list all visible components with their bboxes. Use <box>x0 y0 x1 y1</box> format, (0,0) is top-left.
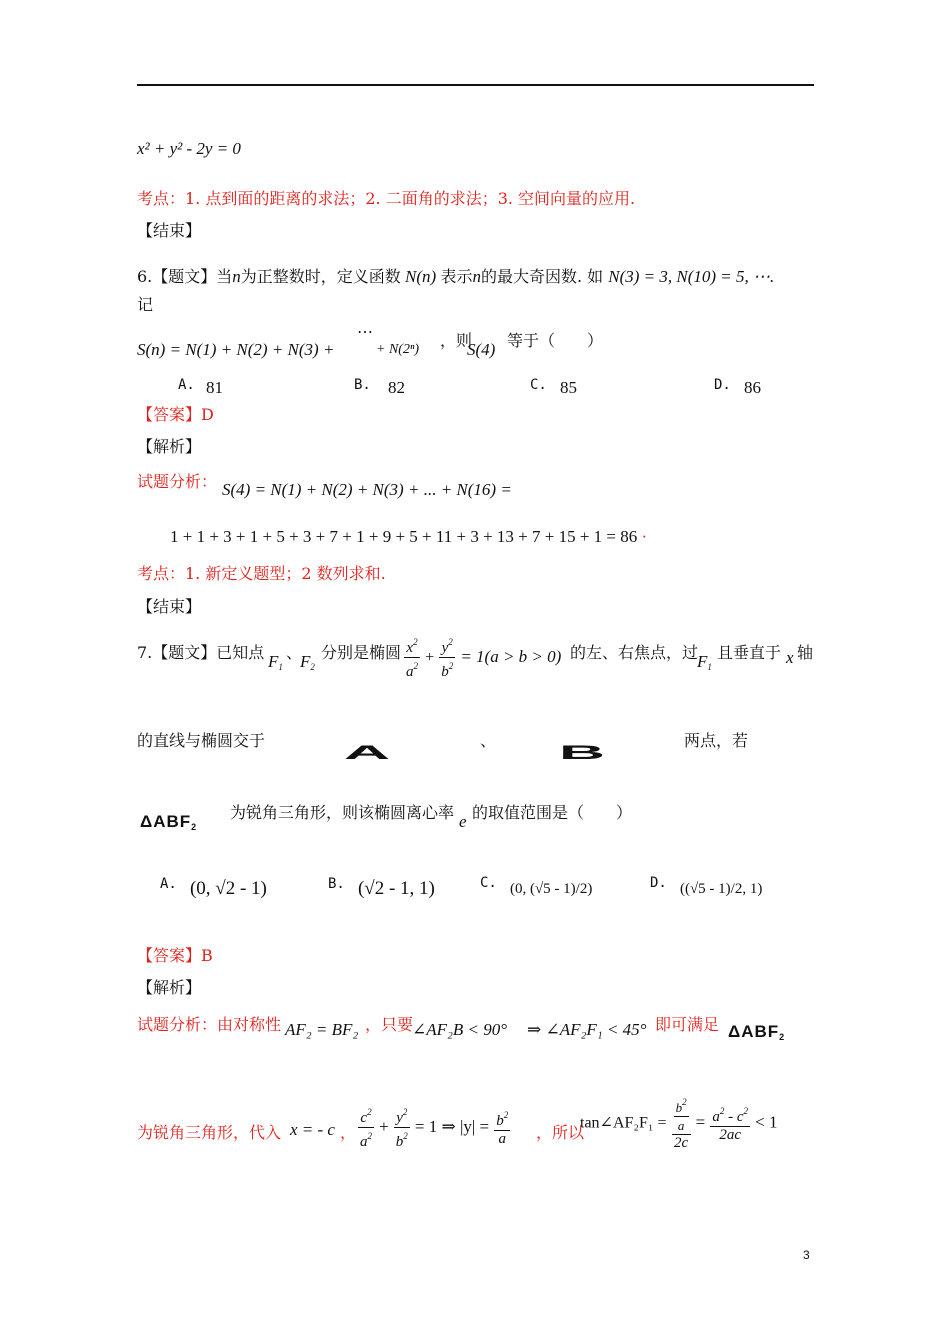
top-equation-text: x² + y² - 2y = 0 <box>137 139 241 158</box>
q6-sum-left: S(n) = N(1) + N(2) + N(3) + <box>137 340 335 359</box>
point-a-glyph: A <box>343 741 391 764</box>
q7-ellipse-eq: $\frac{x^2}{a^2}$ + $\frac{y^2}{b^2}$ = 1(a > b > 0) <box>404 634 561 681</box>
q7-text1-text: 分别是椭圆 <box>321 643 402 662</box>
option-value: (√2 - 1, 1) <box>357 878 435 899</box>
q7-satisfy-text: 即可满足 <box>655 1015 720 1034</box>
point-b-image <box>522 712 642 772</box>
q7-tan-expr: tan∠AF₂F₁ = $\frac{\frac{b^2}{a}}{2c}$ = $\frac{a^2 - c^2}{2ac}$ < 1 <box>580 1094 777 1152</box>
q7-text1 <box>321 640 401 663</box>
q7-zhou <box>797 640 813 663</box>
q6-kaodian-text: 考点：1. 新定义题型；2 数列求和. <box>137 564 386 583</box>
q7-angle-cond <box>412 1020 507 1040</box>
option-label: A. <box>160 876 177 892</box>
q7-ineq: < 1 <box>755 1112 778 1132</box>
point-b-glyph: B <box>558 741 606 764</box>
q6-dots-text: ⋯ <box>357 322 373 341</box>
q6-ji-text: 记 <box>137 295 154 314</box>
frac-a2c2-2ac: $\frac{a^2 - c^2}{2ac}$ <box>710 1103 750 1144</box>
option-value: (0, (√5 - 1)/2) <box>509 881 593 897</box>
q7-eq-af2-text: AF₂ = BF₂ <box>285 1020 359 1039</box>
q7-option-a[interactable] <box>160 872 267 899</box>
q7-option-d[interactable] <box>650 872 763 897</box>
q6-option-c[interactable] <box>530 374 577 397</box>
q7-analysis1 <box>137 1012 281 1035</box>
q7-answer <box>137 943 213 966</box>
option-label: C. <box>530 377 547 393</box>
kaodian-prev <box>137 186 635 209</box>
option-value: 86 <box>743 378 761 397</box>
q7-prefix <box>137 640 264 663</box>
frac-b2a-2c: $\frac{\frac{b^2}{a}}{2c}$ <box>672 1094 691 1152</box>
q6-sum-last-text: + N(2ⁿ) <box>376 342 420 357</box>
q6-jiexi <box>137 434 201 457</box>
option-label: C. <box>480 875 497 891</box>
q7-comma <box>340 1120 356 1143</box>
triangle-abf2-2: $\Delta ABF_2$ <box>728 1022 786 1042</box>
q7-line3 <box>230 800 454 823</box>
q7-x <box>786 648 794 668</box>
q6-s4-text: S(4) <box>467 340 496 359</box>
q7-analysis2-text: 为锐角三角形，代入 <box>137 1123 282 1142</box>
q7-analysis1-text: 试题分析：由对称性 <box>137 1015 282 1034</box>
q7-line3-text: 为锐角三角形，则该椭圆离心率 <box>230 803 455 822</box>
triangle-label: ΔABF <box>728 1022 780 1041</box>
q7-eq-af2 <box>285 1020 358 1040</box>
q6-equals <box>507 328 603 351</box>
q6-analysis-label <box>137 469 217 492</box>
option-value: 82 <box>387 378 405 397</box>
q7-suoyi <box>536 1120 584 1143</box>
q7-angle-cond-text: ∠AF₂B < 90° <box>412 1020 508 1039</box>
q7-only <box>365 1012 413 1035</box>
q6-jiexi-text: 【解析】 <box>137 437 202 456</box>
page-number-text: 3 <box>803 1248 810 1262</box>
q6-analysis-eq1-text: S(4) = N(1) + N(2) + N(3) + ... + N(16) = <box>222 480 512 499</box>
q6-examples: N(3) = 3, N(10) = 5, ⋯. <box>608 267 775 286</box>
q7-line2b <box>684 728 748 751</box>
q7-gives: = 1 ⇒ |y| = <box>414 1117 490 1136</box>
q6-text3: 的最大奇因数. 如 <box>480 267 604 286</box>
q6-analysis-eq2: 1 + 1 + 3 + 1 + 5 + 3 + 7 + 1 + 9 + 5 + 11 + 3 + 13 + 7 + 15 + 1 = 86 · <box>170 527 648 546</box>
q6-stem <box>137 264 774 287</box>
q7-analysis2 <box>137 1120 281 1143</box>
q6-then-text: ，则 <box>440 331 473 350</box>
var-n2: n <box>472 267 481 286</box>
option-label: B. <box>354 377 371 393</box>
option-value: (0, √2 - 1) <box>189 878 267 899</box>
q7-text2 <box>570 640 698 663</box>
q7-sep2-text: 、 <box>480 731 497 750</box>
q6-text2: 表示 <box>440 267 473 286</box>
q7-cond: = 1(a > b > 0) <box>460 647 562 666</box>
frac-c2-a2: $\frac{c^2}{a^2}$ <box>358 1104 374 1151</box>
q7-comma-text: ， <box>340 1123 357 1142</box>
q7-line2 <box>137 728 265 751</box>
q7-answer-text: 【答案】B <box>137 946 213 965</box>
q6-kaodian <box>137 561 386 584</box>
q7-option-b[interactable] <box>328 872 435 899</box>
end-label: 【结束】 <box>137 597 202 616</box>
q7-text3-text: 且垂直于 <box>717 643 782 662</box>
triangle-label: ΔABF <box>140 812 192 831</box>
q6-option-b[interactable] <box>354 374 405 397</box>
frac-x2-a2: $\frac{x^2}{a^2}$ <box>404 634 420 681</box>
q7-line2b-text: 两点，若 <box>684 731 749 750</box>
q6-option-a[interactable] <box>178 374 223 397</box>
q7-only-text: ，只要 <box>365 1015 414 1034</box>
q6-answer-text: 【答案】D <box>137 405 214 424</box>
header-rule <box>137 84 814 86</box>
q7-f2: $F_2$ <box>300 652 315 672</box>
q7-prefix-text: 7.【题文】已知点 <box>137 643 265 662</box>
triangle-abf2: $\Delta ABF_2$ <box>140 812 198 832</box>
q7-f1b: $F_1$ <box>697 652 712 672</box>
top-equation <box>137 139 241 159</box>
q6-analysis-eq2-text: 1 + 1 + 3 + 1 + 5 + 3 + 7 + 1 + 9 + 5 + 11 + 3 + 13 + 7 + 15 + 1 = 86 <box>170 527 638 546</box>
q7-substitution: $\frac{c^2}{a^2}$ + $\frac{y^2}{b^2}$ = 1 ⇒ |y| = $\frac{b^2}{a}$ <box>358 1104 510 1151</box>
q7-text2-text: 的左、右焦点，过 <box>570 643 699 662</box>
option-value: 81 <box>205 378 223 397</box>
q7-e <box>459 812 467 832</box>
q7-x-eq-text: x = - c <box>290 1120 335 1139</box>
frac-y2-b2: $\frac{y^2}{b^2}$ <box>439 634 455 681</box>
page-number <box>803 1248 810 1262</box>
q7-implies-text: ⇒ ∠AF₂F₁ < 45° <box>527 1020 647 1039</box>
option-label: D. <box>714 377 731 393</box>
q7-tan: tan∠AF₂F₁ = <box>580 1114 667 1132</box>
q7-e-text: e <box>459 812 467 831</box>
option-value: ((√5 - 1)/2, 1) <box>679 881 763 897</box>
q6-equals-text: 等于（ ） <box>507 331 604 350</box>
q7-x-eq <box>290 1120 335 1140</box>
end-marker-2 <box>137 594 201 617</box>
q6-sum <box>137 340 334 360</box>
end-label: 【结束】 <box>137 221 202 240</box>
q6-answer <box>137 402 214 425</box>
q7-f1: $F_1$ <box>268 652 283 672</box>
kaodian-prev-text: 考点：1. 点到面的距离的求法；2. 二面角的求法；3. 空间向量的应用. <box>137 189 636 208</box>
q7-suoyi-text: ，所以 <box>536 1123 585 1142</box>
q7-line2a: 的直线与椭圆交于 <box>137 731 266 750</box>
q7-zhou-text: 轴 <box>797 643 814 662</box>
q6-option-d[interactable] <box>714 374 761 397</box>
q6-analysis-eq1 <box>222 480 512 500</box>
q7-satisfy <box>655 1012 719 1035</box>
q7-line3b <box>472 800 632 823</box>
q6-sum-last <box>376 342 419 358</box>
end-marker-1 <box>137 218 201 241</box>
q7-implies <box>527 1020 646 1040</box>
q7-text3 <box>717 640 781 663</box>
frac-b2-a: $\frac{b^2}{a}$ <box>494 1107 510 1148</box>
q7-sep-text: 、 <box>286 643 303 662</box>
q7-axis: x <box>786 648 794 667</box>
q7-jiexi <box>137 975 201 998</box>
q6-analysis-label-text: 试题分析： <box>137 472 218 491</box>
q7-jiexi-text: 【解析】 <box>137 978 202 997</box>
q6-s4 <box>467 340 495 360</box>
option-value: 85 <box>559 378 577 397</box>
option-label: B. <box>328 876 345 892</box>
q6-prefix: 6.【题文】当 <box>137 267 233 286</box>
q6-text1: 为正整数时，定义函数 <box>240 267 401 286</box>
var-n: n <box>232 267 241 286</box>
option-label: D. <box>650 875 667 891</box>
q7-option-c[interactable] <box>480 872 593 897</box>
option-label: A. <box>178 377 195 393</box>
q7-line3b-text: 的取值范围是（ ） <box>472 803 633 822</box>
point-a-image <box>292 712 442 772</box>
frac-y2-b2-2: $\frac{y^2}{b^2}$ <box>394 1104 410 1151</box>
q6-ji <box>137 292 153 315</box>
q7-sep2 <box>480 728 496 751</box>
func-Nn: N(n) <box>400 267 441 286</box>
q6-dots <box>357 322 373 341</box>
